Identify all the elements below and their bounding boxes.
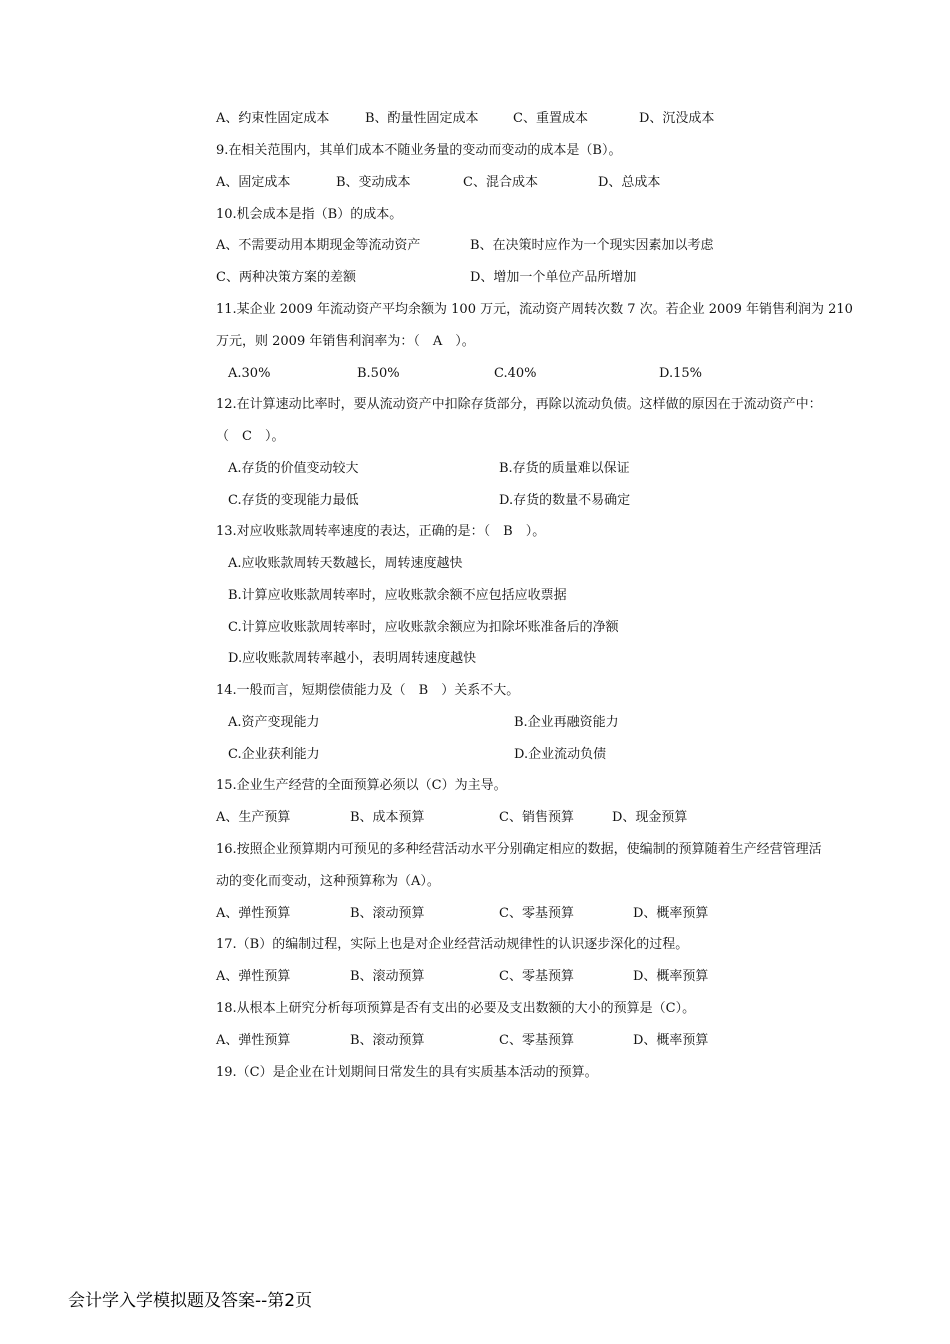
q11-stem-line1: 11.某企业 2009 年流动资产平均余额为 100 万元，流动资产周转次数 7 次。若企业 2009 年销售利润为 210	[216, 302, 853, 317]
option-c: C、两种决策方案的差额	[216, 270, 356, 285]
option-a: A、弹性预算	[216, 969, 291, 984]
option-a: A、弹性预算	[216, 906, 291, 921]
q12-stem-line1: 12.在计算速动比率时，要从流动资产中扣除存货部分，再除以流动负债。这样做的原因在于流动资产中：	[216, 397, 822, 412]
option-c: C.存货的变现能力最低	[228, 493, 359, 508]
option-c: C、零基预算	[499, 969, 574, 984]
q16-options	[216, 906, 896, 922]
q16-stem-line1: 16.按照企业预算期内可预见的多种经营活动水平分别确定相应的数据，使编制的预算随着生产经营管理活	[216, 842, 822, 857]
q18-stem: 18.从根本上研究分析每项预算是否有支出的必要及支出数额的大小的预算是（C）。	[216, 1001, 696, 1016]
q9-stem: 9.在相关范围内，其单们成本不随业务量的变动而变动的成本是（B）。	[216, 143, 622, 158]
option-b: B、成本预算	[350, 810, 425, 825]
option-b: B.50%	[357, 366, 400, 381]
option-a: A、不需要动用本期现金等流动资产	[216, 238, 421, 253]
q13-stem: 13.对应收账款周转率速度的表达，正确的是：（ B ）。	[216, 524, 546, 539]
q15-stem: 15.企业生产经营的全面预算必须以（C）为主导。	[216, 778, 507, 793]
option-c: C、零基预算	[499, 906, 574, 921]
q12-options-row2	[216, 493, 896, 509]
q19-stem: 19.（C）是企业在计划期间日常发生的具有实质基本活动的预算。	[216, 1065, 598, 1080]
option-a: A、生产预算	[216, 810, 291, 825]
option-d: D、增加一个单位产品所增加	[470, 270, 637, 285]
option-b: B.企业再融资能力	[514, 715, 619, 730]
option-c: C、混合成本	[463, 175, 538, 190]
option-a: A.30%	[228, 366, 271, 381]
q14-options-row1	[216, 715, 896, 731]
q16-stem-line2: 动的变化而变动，这种预算称为（A）。	[216, 874, 440, 889]
q8-options	[216, 111, 896, 127]
q17-stem: 17.（B）的编制过程，实际上也是对企业经营活动规律性的认识逐步深化的过程。	[216, 937, 689, 952]
option-c: C、零基预算	[499, 1033, 574, 1048]
option-b: B、滚动预算	[350, 1033, 425, 1048]
q10-stem: 10.机会成本是指（B）的成本。	[216, 207, 403, 222]
option-b: B、酌量性固定成本	[365, 111, 479, 126]
q17-options	[216, 969, 896, 985]
option-a: A、固定成本	[216, 175, 291, 190]
option-b: B、变动成本	[336, 175, 411, 190]
q18-options	[216, 1033, 896, 1049]
option-c: C.企业获利能力	[228, 747, 320, 762]
q14-stem: 14.一般而言，短期偿债能力及（ B ）关系不大。	[216, 683, 520, 698]
option-d: D、总成本	[598, 175, 661, 190]
option-c: C、重置成本	[513, 111, 588, 126]
option-b: B.存货的质量难以保证	[499, 461, 630, 476]
option-d: D、现金预算	[612, 810, 688, 825]
q13-option-a: A.应收账款周转天数越长，周转速度越快	[228, 556, 463, 571]
option-d: D、概率预算	[633, 969, 709, 984]
option-c: C.40%	[494, 366, 537, 381]
option-d: D、概率预算	[633, 906, 709, 921]
option-a: A.存货的价值变动较大	[228, 461, 359, 476]
q11-options	[216, 366, 896, 382]
page-footer: 会计学入学模拟题及答案--第2页	[68, 1291, 313, 1311]
option-b: B、滚动预算	[350, 969, 425, 984]
q12-stem-line2: （ C ）。	[216, 429, 285, 444]
q12-options-row1	[216, 461, 896, 477]
option-d: D.存货的数量不易确定	[499, 493, 631, 508]
option-d: D.企业流动负债	[514, 747, 607, 762]
option-d: D、概率预算	[633, 1033, 709, 1048]
q10-options-row2	[216, 270, 896, 286]
option-b: B、在决策时应作为一个现实因素加以考虑	[470, 238, 714, 253]
q14-options-row2	[216, 747, 896, 763]
option-c: C、销售预算	[499, 810, 574, 825]
option-a: A.资产变现能力	[228, 715, 320, 730]
q13-option-b: B.计算应收账款周转率时，应收账款余额不应包括应收票据	[228, 588, 567, 603]
q11-stem-line2: 万元，则 2009 年销售利润率为：（ A ）。	[216, 334, 475, 349]
option-d: D.15%	[659, 366, 702, 381]
option-d: D、沉没成本	[639, 111, 715, 126]
option-b: B、滚动预算	[350, 906, 425, 921]
q13-option-d: D.应收账款周转率越小，表明周转速度越快	[228, 651, 477, 666]
q10-options-row1	[216, 238, 896, 254]
option-a: A、弹性预算	[216, 1033, 291, 1048]
q15-options	[216, 810, 896, 826]
option-a: A、约束性固定成本	[216, 111, 330, 126]
q9-options	[216, 175, 896, 191]
q13-option-c: C.计算应收账款周转率时，应收账款余额应为扣除坏账准备后的净额	[228, 620, 619, 635]
